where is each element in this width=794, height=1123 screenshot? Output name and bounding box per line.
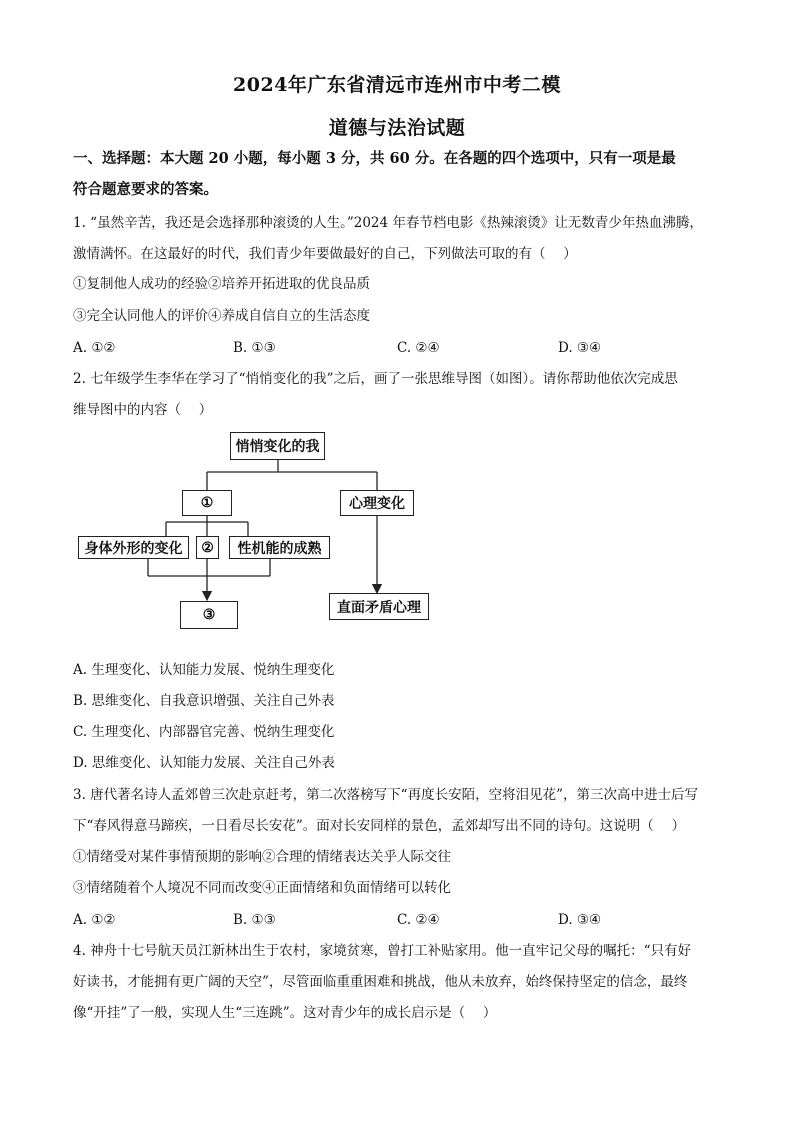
q2-option-d: D. 思维变化、认知能力发展、关注自己外表	[73, 755, 335, 771]
q3-stem-line2: 下“春风得意马蹄疾，一日看尽长安花”。面对长安同样的景色，孟郊却写出不同的诗句。这说明（ ）	[73, 818, 686, 834]
q2-stem-line2: 维导图中的内容（ ）	[73, 402, 213, 418]
mind-map-node-1: ①	[182, 490, 232, 516]
q3-option-d: D. ③④	[558, 912, 602, 928]
q3-option-b: B. ①③	[233, 912, 276, 928]
q1-item-line2: ③完全认同他人的评价④养成自信自立的生活态度	[73, 308, 370, 324]
q3-item-line1: ①情绪受对某件事情预期的影响②合理的情绪表达关乎人际交往	[73, 849, 451, 865]
q2-stem-line1: 2. 七年级学生李华在学习了“悄悄变化的我”之后，画了一张思维导图（如图）。请你帮助他依次完成思	[73, 371, 678, 387]
q1-stem-line1: 1. “虽然辛苦，我还是会选择那种滚烫的人生。”2024 年春节档电影《热辣滚烫》让无数青少年热血沸腾，	[73, 215, 703, 231]
mind-map-node-3: ③	[180, 601, 238, 629]
q4-stem-line3: 像“开挂”了一般，实现人生“三连跳”。这对青少年的成长启示是（ ）	[73, 1005, 497, 1021]
q3-option-a: A. ①②	[73, 912, 116, 928]
mind-map-node-body-change: 身体外形的变化	[78, 536, 189, 559]
exam-subtitle: 道德与法治试题	[328, 117, 466, 139]
mind-map-root-node: 悄悄变化的我	[230, 432, 325, 460]
q3-stem-line1: 3. 唐代著名诗人孟郊曾三次赴京赶考，第二次落榜写下“再度长安陌，空将泪见花”，第三次高中进士后写	[73, 787, 698, 803]
q3-item-line2: ③情绪随着个人境况不同而改变④正面情绪和负面情绪可以转化	[73, 880, 451, 896]
q1-item-line1: ①复制他人成功的经验②培养开拓进取的优良品质	[73, 276, 370, 292]
section-heading-line2: 符合题意要求的答案。	[73, 181, 218, 198]
mind-map-node-psychological-change: 心理变化	[340, 490, 414, 516]
q1-option-d: D. ③④	[558, 340, 602, 356]
q2-option-a: A. 生理变化、认知能力发展、悦纳生理变化	[73, 662, 335, 678]
q3-option-c: C. ②④	[397, 912, 440, 928]
q4-stem-line2: 好读书，才能拥有更广阔的天空”，尽管面临重重困难和挑战，他从未放弃，始终保持坚定的信念，最终	[73, 974, 688, 990]
mind-map-node-face-conflict: 直面矛盾心理	[329, 593, 429, 620]
q2-option-b: B. 思维变化、自我意识增强、关注自己外表	[73, 693, 335, 709]
q1-option-a: A. ①②	[73, 340, 116, 356]
q1-stem-line2: 激情满怀。在这最好的时代，我们青少年要做最好的自己，下列做法可取的有（ ）	[73, 246, 577, 262]
exam-title: 2024年广东省清远市连州市中考二模	[233, 74, 561, 96]
section-heading-line1: 一、选择题：本大题 20 小题，每小题 3 分，共 60 分。在各题的四个选项中，只有一项是最	[73, 150, 676, 167]
q4-stem-line1: 4. 神舟十七号航天员江新林出生于农村，家境贫寒，曾打工补贴家用。他一直牢记父母的嘱托：“只有好	[73, 943, 692, 959]
mind-map-node-2: ②	[196, 536, 219, 559]
mind-map-node-sexual-maturity: 性机能的成熟	[229, 536, 330, 559]
q1-option-c: C. ②④	[397, 340, 440, 356]
q2-option-c: C. 生理变化、内部器官完善、悦纳生理变化	[73, 724, 335, 740]
q1-option-b: B. ①③	[233, 340, 276, 356]
